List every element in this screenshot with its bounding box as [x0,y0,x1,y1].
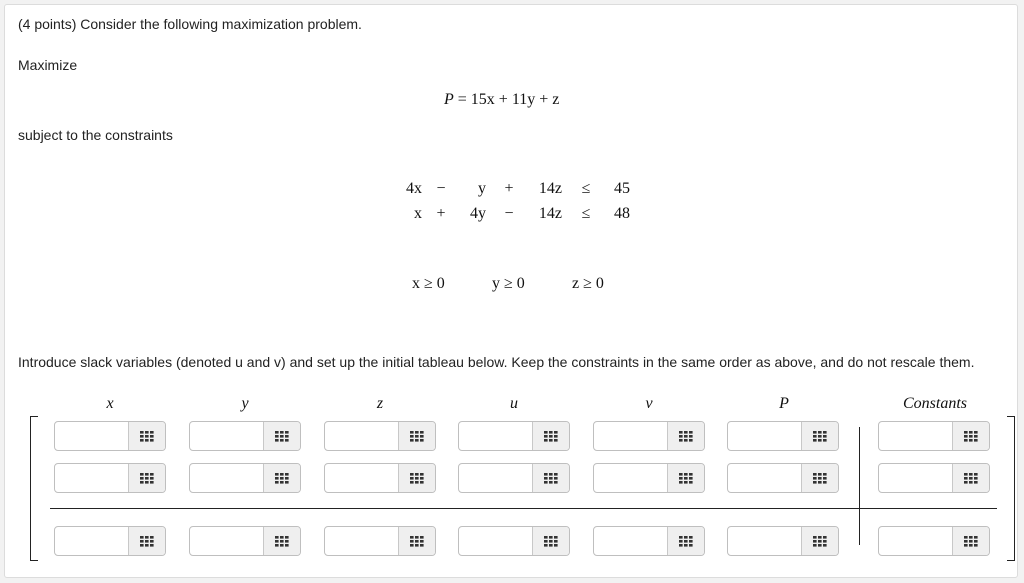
objective-row-separator [50,508,997,509]
keypad-grid-icon[interactable] [263,527,300,555]
constraint-term: 4y [470,205,486,222]
constraint-operator: − [504,205,514,222]
constraint-term: 14z [538,205,562,222]
problem-intro: (4 points) Consider the following maximization problem. [18,16,362,32]
keypad-grid-icon[interactable] [667,527,704,555]
keypad-grid-icon[interactable] [128,527,165,555]
keypad-grid-icon[interactable] [801,464,838,492]
column-header-x: x [106,395,114,412]
objective-function [444,91,559,109]
column-header-constants: Constants [902,395,967,412]
nonneg-z: z ≥ 0 [572,275,604,292]
tableau-input[interactable] [325,422,398,450]
tableau-input[interactable] [190,527,263,555]
keypad-grid-icon[interactable] [532,527,569,555]
keypad-grid-icon[interactable] [952,464,989,492]
column-header-u: u [510,395,518,412]
tableau-input[interactable] [190,464,263,492]
tableau-cell-r1-u [458,421,570,451]
column-header-v: v [645,395,653,412]
tableau-cell-r1-v [593,421,705,451]
matrix-left-bracket [30,416,38,561]
tableau-cell-r3-x [54,526,166,556]
instructions-text: Introduce slack variables (denoted u and v) and set up the initial tableau below. Keep the constraints in the same order as above, and do not rescale them. [18,354,975,370]
tableau-input[interactable] [459,464,532,492]
tableau-cell-r1-p [727,421,839,451]
constraint-relation: ≤ [581,180,591,197]
tableau-cell-r3-z [324,526,436,556]
tableau-input[interactable] [325,527,398,555]
constants-column-separator [859,427,860,545]
tableau-cell-r2-y [189,463,301,493]
maximize-label: Maximize [18,57,78,73]
keypad-grid-icon[interactable] [667,464,704,492]
constraint-rhs: 48 [614,205,630,222]
tableau-input[interactable] [190,422,263,450]
keypad-grid-icon[interactable] [952,422,989,450]
tableau-input[interactable] [594,422,667,450]
constraint-operator: + [504,180,514,197]
objective-lhs: P [444,91,454,108]
tableau-cell-r3-u [458,526,570,556]
keypad-grid-icon[interactable] [952,527,989,555]
tableau-cell-r3-y [189,526,301,556]
tableau-cell-r2-v [593,463,705,493]
column-header-y: y [241,395,249,412]
tableau-cell-r1-constants [878,421,990,451]
keypad-grid-icon[interactable] [398,422,435,450]
keypad-grid-icon[interactable] [801,527,838,555]
tableau-input[interactable] [325,464,398,492]
column-header-z: z [376,395,384,412]
tableau-cell-r1-y [189,421,301,451]
tableau-input[interactable] [55,422,128,450]
objective-rhs: = 15x + 11y + z [457,91,560,108]
constraint-term: y [478,180,486,197]
tableau-cell-r3-v [593,526,705,556]
matrix-right-bracket [1007,416,1015,561]
keypad-grid-icon[interactable] [398,464,435,492]
tableau-cell-r2-x [54,463,166,493]
keypad-grid-icon[interactable] [128,464,165,492]
keypad-grid-icon[interactable] [801,422,838,450]
tableau-input[interactable] [728,464,801,492]
tableau-cell-r2-z [324,463,436,493]
nonneg-y: y ≥ 0 [492,275,525,292]
tableau-input[interactable] [55,527,128,555]
keypad-grid-icon[interactable] [263,422,300,450]
keypad-grid-icon[interactable] [667,422,704,450]
tableau-cell-r2-p [727,463,839,493]
tableau-cell-r3-constants [878,526,990,556]
constraint-relation: ≤ [581,205,591,222]
keypad-grid-icon[interactable] [263,464,300,492]
keypad-grid-icon[interactable] [128,422,165,450]
tableau-cell-r1-z [324,421,436,451]
tableau-input[interactable] [879,527,952,555]
tableau-cell-r1-x [54,421,166,451]
tableau-input[interactable] [459,527,532,555]
constraint-term: 14z [538,180,562,197]
nonneg-x: x ≥ 0 [412,275,445,292]
constraint-term: x [414,205,422,222]
tableau-input[interactable] [459,422,532,450]
tableau-cell-r2-constants [878,463,990,493]
tableau-input[interactable] [728,422,801,450]
tableau-cell-r3-p [727,526,839,556]
column-header-p: P [779,395,789,412]
tableau-input[interactable] [55,464,128,492]
constraint-rhs: 45 [614,180,630,197]
tableau-input[interactable] [879,422,952,450]
constraint-operator: + [436,205,446,222]
keypad-grid-icon[interactable] [398,527,435,555]
constraint-operator: − [436,180,446,197]
keypad-grid-icon[interactable] [532,464,569,492]
tableau-input[interactable] [594,527,667,555]
subject-to-label: subject to the constraints [18,127,173,143]
tableau-cell-r2-u [458,463,570,493]
constraint-term: 4x [406,180,422,197]
keypad-grid-icon[interactable] [532,422,569,450]
tableau-input[interactable] [879,464,952,492]
tableau-input[interactable] [728,527,801,555]
tableau-input[interactable] [594,464,667,492]
